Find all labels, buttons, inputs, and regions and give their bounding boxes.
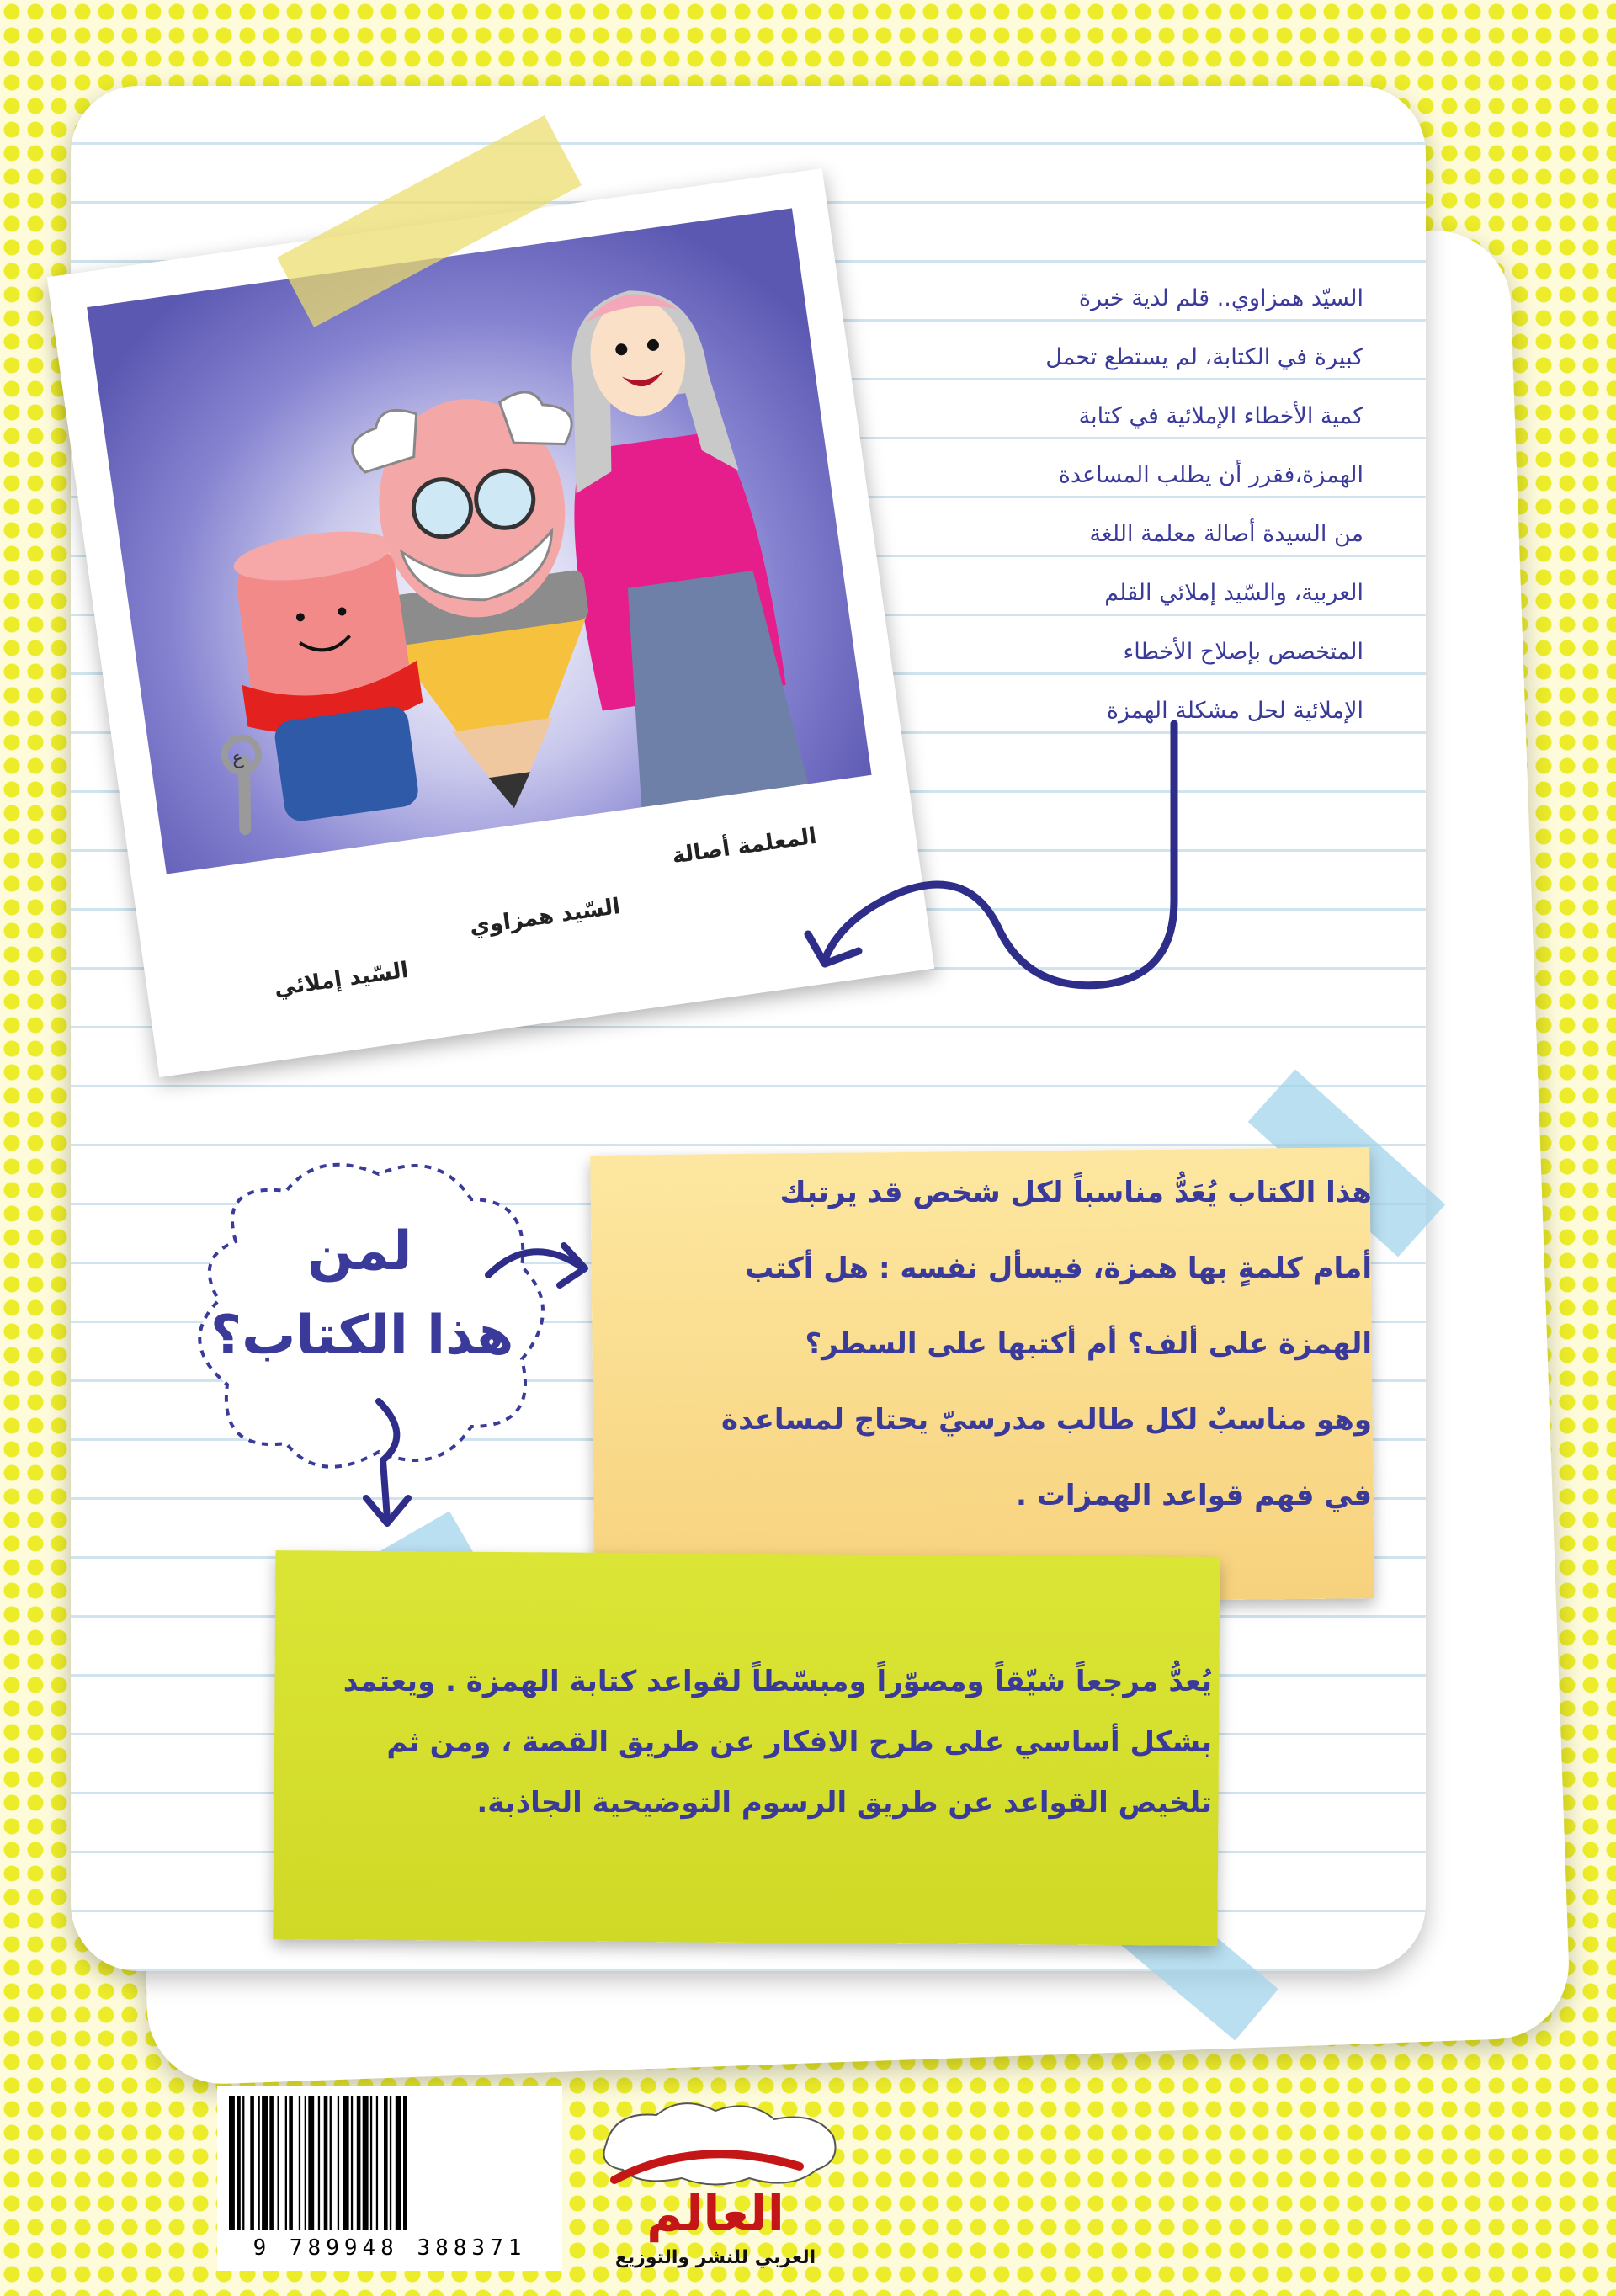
intro-line: من السيدة أصالة معلمة اللغة	[1089, 521, 1364, 547]
publisher-logo	[581, 2086, 858, 2279]
publisher-subtitle: العربي للنشر والتوزيع	[614, 2247, 816, 2268]
barcode-bar	[390, 2096, 391, 2230]
barcode-bar	[376, 2096, 378, 2230]
intro-line: الهمزة،فقرر أن يطلب المساعدة	[1058, 462, 1364, 488]
barcode-bar	[318, 2096, 320, 2230]
photo-image	[87, 208, 871, 874]
intro-line: المتخصص بإصلاح الأخطاء	[1123, 639, 1364, 665]
lime-note-text	[286, 1651, 1212, 1833]
barcode-bar	[258, 2096, 260, 2230]
barcode-bar	[351, 2096, 353, 2230]
barcode-bar	[229, 2096, 235, 2230]
barcode-bar	[308, 2096, 314, 2230]
curved-arrow-icon	[791, 724, 1262, 1035]
barcode-bar	[403, 2096, 407, 2230]
barcode	[217, 2086, 562, 2271]
barcode-bars	[217, 2086, 562, 2237]
characters-illustration	[87, 208, 871, 874]
label-teacher: المعلمة أصالة	[670, 823, 819, 869]
barcode-bar	[278, 2096, 279, 2230]
barcode-bar	[285, 2096, 287, 2230]
barcode-bar	[299, 2096, 300, 2230]
barcode-bar	[357, 2096, 361, 2230]
barcode-bar	[242, 2096, 244, 2230]
orange-note-line: أمام كلمةٍ بها همزة، فيسأل نفسه : هل أكتب	[745, 1252, 1372, 1285]
barcode-bar	[324, 2096, 328, 2230]
barcode-bar	[262, 2096, 268, 2230]
svg-text:ع: ع	[230, 747, 245, 770]
intro-line: العربية، والسّيد إملائي القلم	[1104, 580, 1364, 606]
audience-title-line2: هذا الكتاب؟	[210, 1305, 514, 1367]
label-hamzawi: السّيد همزاوي	[468, 894, 622, 940]
orange-note-line: وهو مناسبٌ لكل طالب مدرسيّ يحتاج لمساعدة	[721, 1403, 1372, 1437]
intro-line: كمية الأخطاء الإملائية في كتابة	[1078, 403, 1364, 429]
barcode-bar	[370, 2096, 372, 2230]
intro-text	[926, 269, 1364, 741]
barcode-bar	[330, 2096, 332, 2230]
intro-line: الإملائية لحل مشكلة الهمزة	[1106, 698, 1364, 724]
barcode-bar	[343, 2096, 349, 2230]
orange-note-line: هذا الكتاب يُعَدُّ مناسباً لكل شخص قد يرتبك	[779, 1176, 1372, 1209]
orange-note-text	[648, 1155, 1372, 1533]
barcode-bar	[384, 2096, 388, 2230]
barcode-bar	[250, 2096, 254, 2230]
barcode-bar	[305, 2096, 306, 2230]
arab-world-map-icon	[581, 2086, 858, 2195]
teacher-figure	[540, 275, 808, 811]
barcode-bar	[289, 2096, 293, 2230]
lime-note-line: تلخيص القواعد عن طريق الرسوم التوضيحية الجاذبة.	[476, 1786, 1212, 1820]
lime-note-line: يُعدُّ مرجعاً شيّقاً ومصوّراً ومبسّطاً لقواعد كتابة الهمزة . ويعتمد	[343, 1665, 1212, 1698]
barcode-bar	[269, 2096, 274, 2230]
intro-line: كبيرة في الكتابة، لم يستطع تحمل	[1045, 344, 1364, 370]
audience-title-line1: لمن	[307, 1220, 412, 1283]
barcode-digits: 9 789948 388371	[252, 2235, 527, 2261]
barcode-bar	[338, 2096, 339, 2230]
publisher-name: العالم	[646, 2185, 784, 2242]
barcode-bar	[363, 2096, 369, 2230]
lime-note-line: بشكل أساسي على طرح الافكار عن طريق القصة ، ومن ثم	[386, 1725, 1212, 1759]
barcode-bar	[396, 2096, 401, 2230]
intro-line: السيّد همزاوي.. قلم لدية خبرة	[1078, 285, 1364, 311]
barcode-bar	[237, 2096, 241, 2230]
orange-note-line: الهمزة على ألف؟ أم أكتبها على السطر؟	[805, 1327, 1372, 1361]
label-imlaei: السّيد إملائي	[272, 957, 411, 1002]
orange-note-line: في فهم قواعد الهمزات .	[1015, 1479, 1372, 1512]
